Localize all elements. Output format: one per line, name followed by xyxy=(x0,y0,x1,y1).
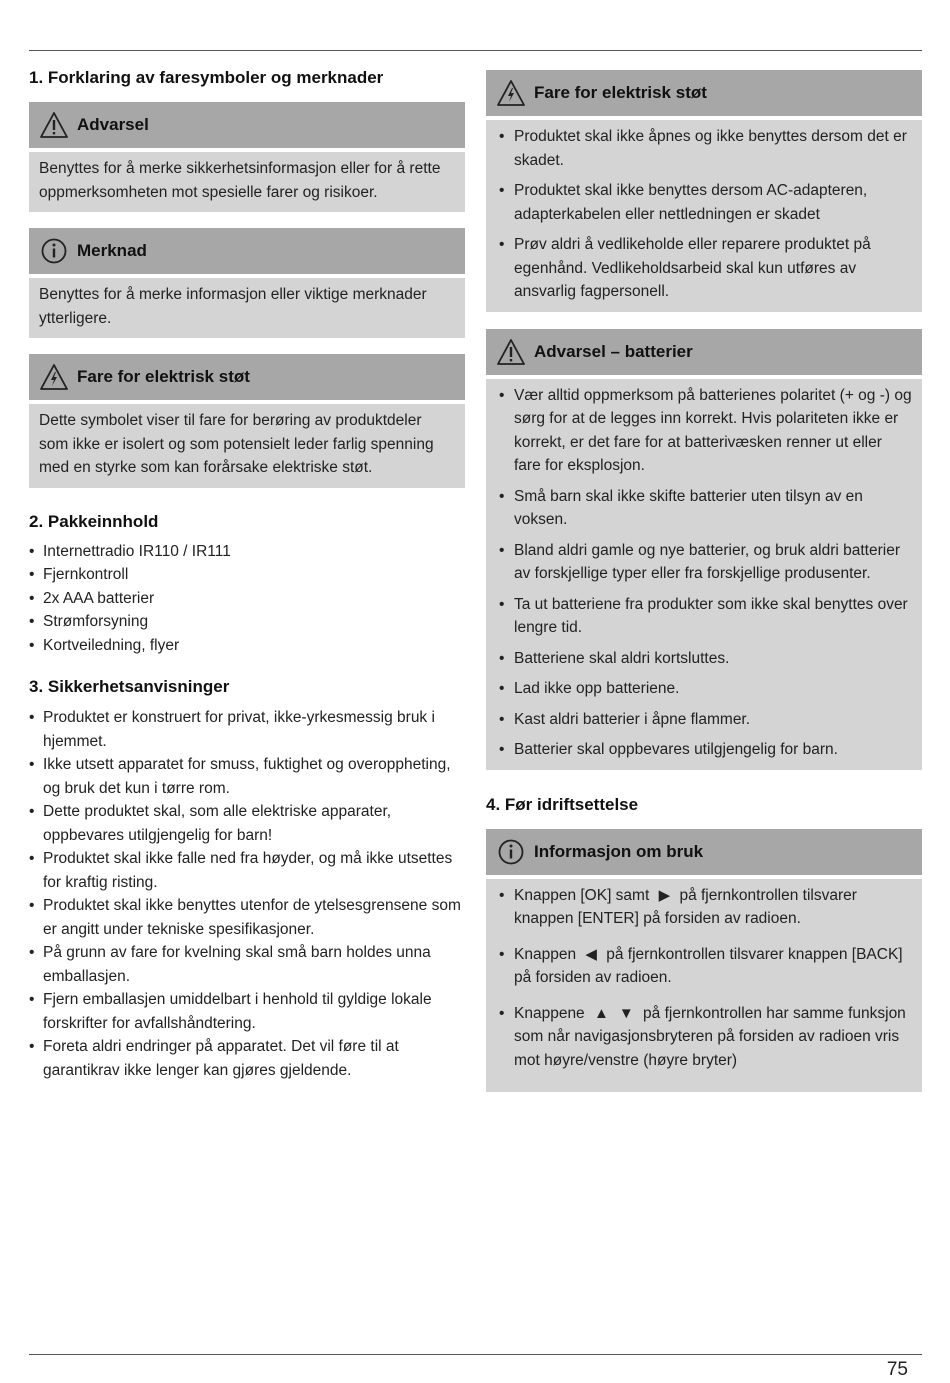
arrow-up-icon: ▲ xyxy=(594,1004,609,1022)
info-icon xyxy=(39,236,69,266)
list-item: • Fjern emballasjen umiddelbart i henhold til gyldige lokale forskrifter for avfallshåndtering. xyxy=(29,988,465,1035)
list-item: • Produktet skal ikke falle ned fra høyder, og må ikke utsettes for kraftig risting. xyxy=(29,847,465,894)
list-item xyxy=(496,943,912,990)
top-rule xyxy=(29,50,922,51)
list-item: • Fjernkontroll xyxy=(29,563,465,587)
info-box-header xyxy=(486,829,922,875)
section4-title: 4. Før idriftsettelse xyxy=(486,794,639,814)
shock-box-right-header xyxy=(486,70,922,116)
section2-title: 2. Pakkeinnhold xyxy=(29,511,159,531)
list-item: • Produktet er konstruert for privat, ikke-yrkesmessig bruk i hjemmet. xyxy=(29,706,465,753)
warning-box xyxy=(29,102,465,212)
list-item: • Kortveiledning, flyer xyxy=(29,634,465,658)
shock-box-left xyxy=(29,354,465,488)
battery-box xyxy=(486,329,922,770)
info-list xyxy=(496,884,912,1073)
right-column xyxy=(486,70,922,1092)
list-item: • Produktet skal ikke benyttes utenfor de ytelsesgrensene som er angitt under tekniske spesifikasjoner. xyxy=(29,894,465,941)
battery-box-header xyxy=(486,329,922,375)
list-item xyxy=(496,1002,912,1073)
warning-box-header xyxy=(29,102,465,148)
list-item: • Bland aldri gamle og nye batterier, og bruk aldri batterier av forskjellige typer eller fra forskjellige produsenter. xyxy=(496,539,912,586)
left-column xyxy=(29,67,465,1082)
info-item1-start: Knappen [OK] samt xyxy=(514,886,650,904)
shock-list xyxy=(496,125,912,304)
info-box xyxy=(486,829,922,1093)
bottom-rule xyxy=(29,1354,922,1355)
info-item1-end: på fjernkontrollen tilsvarer knappen [ENTER] på forsiden av radioen. xyxy=(514,886,857,927)
list-item: • Små barn skal ikke skifte batterier uten tilsyn av en voksen. xyxy=(496,485,912,532)
battery-list xyxy=(496,384,912,762)
warning-body: Benyttes for å merke sikkerhetsinformasjon eller for å rette oppmerksomheten mot spesielle farer og risikoer. xyxy=(29,152,465,212)
warning-title: Advarsel xyxy=(77,115,149,134)
warning-triangle-icon xyxy=(496,337,526,367)
list-item: • Lad ikke opp batteriene. xyxy=(496,677,912,701)
list-item: • Produktet skal ikke åpnes og ikke benyttes dersom det er skadet. xyxy=(496,125,912,172)
note-box-header xyxy=(29,228,465,274)
arrow-right-icon: ▶ xyxy=(658,886,671,904)
list-item: • Batterier skal oppbevares utilgjengelig for barn. xyxy=(496,738,912,762)
section1-title: 1. Forklaring av faresymboler og merknader xyxy=(29,68,384,87)
shock-box-right xyxy=(486,70,922,312)
list-item: • Produktet skal ikke benyttes dersom AC-adapteren, adapterkabelen eller nettledningen er skadet xyxy=(496,179,912,226)
info-body xyxy=(486,879,922,1093)
battery-body xyxy=(486,379,922,770)
package-list xyxy=(29,540,465,658)
info-item3-start: Knappene xyxy=(514,1004,585,1022)
section3-title: 3. Sikkerhetsanvisninger xyxy=(29,677,230,696)
list-item: • Ta ut batteriene fra produkter som ikke skal benyttes over lengre tid. xyxy=(496,593,912,640)
note-box xyxy=(29,228,465,338)
safety-list xyxy=(29,706,465,1082)
electric-shock-icon xyxy=(496,78,526,108)
info-item3-end: på fjernkontrollen har samme funksjon som når navigasjonsbryteren på forsiden av radioen vris mot høyre/venstre (høyre bryter) xyxy=(514,1004,906,1069)
info-item2-start: Knappen xyxy=(514,945,577,963)
note-body: Benyttes for å merke informasjon eller viktige merknader ytterligere. xyxy=(29,278,465,338)
list-item: • Kast aldri batterier i åpne flammer. xyxy=(496,708,912,732)
warning-triangle-icon xyxy=(39,110,69,140)
list-item: • På grunn av fare for kvelning skal små barn holdes unna emballasjen. xyxy=(29,941,465,988)
page-number: 75 xyxy=(886,1359,908,1380)
list-item xyxy=(496,884,912,931)
shock-body-left: Dette symbolet viser til fare for berøring av produktdeler som ikke er isolert og som potensielt leder farlig spenning med en styrke som kan forårsake elektriske støt. xyxy=(29,404,465,488)
list-item: • Internettradio IR110 / IR111 xyxy=(29,540,465,564)
info-title: Informasjon om bruk xyxy=(534,841,704,861)
info-item2-end: på fjernkontrollen tilsvarer knappen [BACK] på forsiden av radioen. xyxy=(514,945,903,986)
note-title: Merknad xyxy=(77,241,147,260)
electric-shock-icon xyxy=(39,362,69,392)
list-item: • Prøv aldri å vedlikeholde eller reparere produktet på egenhånd. Vedlikeholdsarbeid skal kun utføres av ansvarlig fagpersonell. xyxy=(496,233,912,304)
arrow-left-icon: ◀ xyxy=(585,945,597,963)
shock-title-left: Fare for elektrisk støt xyxy=(77,367,250,386)
info-icon xyxy=(496,837,526,867)
list-item: • Foreta aldri endringer på apparatet. Det vil føre til at garantikrav ikke lenger kan gjøres gjeldende. xyxy=(29,1035,465,1082)
list-item: • Vær alltid oppmerksom på batterienes polaritet (+ og -) og sørg for at de legges inn korrekt. Hvis polariteten ikke er korrekt, er det fare for at batterivæsken renner ut eller fare for eksplosjon. xyxy=(496,384,912,478)
arrow-down-icon: ▼ xyxy=(618,1004,634,1022)
list-item: • Strømforsyning xyxy=(29,610,465,634)
shock-box-left-header xyxy=(29,354,465,400)
list-item: • Ikke utsett apparatet for smuss, fuktighet og overoppheting, og bruk det kun i tørre rom. xyxy=(29,753,465,800)
list-item: • 2x AAA batterier xyxy=(29,587,465,611)
shock-body-right xyxy=(486,120,922,312)
shock-title-right: Fare for elektrisk støt xyxy=(534,83,707,102)
battery-title: Advarsel – batterier xyxy=(534,341,693,361)
list-item: • Dette produktet skal, som alle elektriske apparater, oppbevares utilgjengelig for barn! xyxy=(29,800,465,847)
list-item: • Batteriene skal aldri kortsluttes. xyxy=(496,647,912,671)
